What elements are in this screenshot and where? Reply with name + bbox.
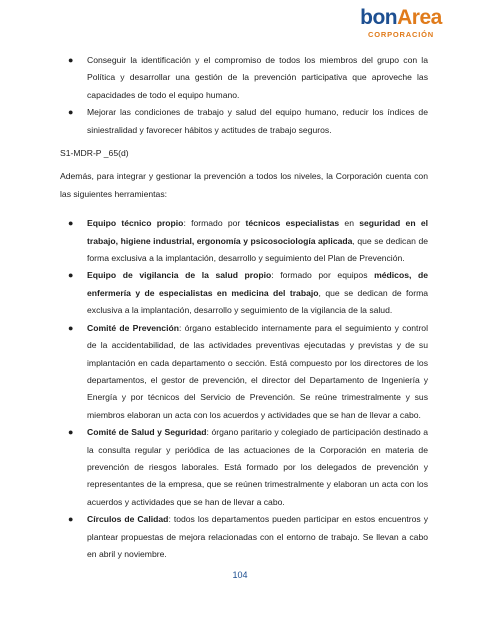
bullet-icon: ● xyxy=(68,270,74,281)
bullet-icon: ● xyxy=(68,514,74,525)
list-item: ● Mejorar las condiciones de trabajo y salud del equipo humano, reducir los índices de siniestralidad y favorecer hábitos y actitudes de trabajo seguros. xyxy=(60,104,428,139)
bullet-icon: ● xyxy=(68,107,74,118)
intro-paragraph: Además, para integrar y gestionar la prevención a todos los niveles, la Corporación cuenta con las siguientes herramientas: xyxy=(60,171,428,199)
logo-subtitle: CORPORACIÓN xyxy=(368,30,434,39)
bonarea-logo xyxy=(346,7,456,39)
body-text xyxy=(60,52,428,563)
logo-wordmark xyxy=(346,7,456,29)
logo-word-bon: bon xyxy=(360,6,398,29)
list-item-circulos-calidad: ● Círculos de Calidad: todos los departamentos pueden participar en estos encuentros y plantear propuestas de mejora relacionadas con el entorno de trabajo. Se llevan a cabo en abril y noviembre. xyxy=(60,511,428,563)
list-item-vigilancia-salud: ● Equipo de vigilancia de la salud propio: formado por equipos médicos, de enfermería y de especialistas en medicina del trabajo, que se dedican de forma exclusiva a la implantación, desarrollo y seguimiento de la vigilancia de la salud. xyxy=(60,267,428,319)
logo-word-area: Area xyxy=(397,6,442,29)
list-item: ● Conseguir la identificación y el compromiso de todos los miembros del grupo con la Política y desarrollar una gestión de la prevención participativa que aproveche las capacidades de todo el equipo humano. xyxy=(60,52,428,104)
list-item-equipo-tecnico: ● Equipo técnico propio: formado por técnicos especialistas en seguridad en el trabajo, higiene industrial, ergonomía y psicosociología aplicada, que se dedican de forma exclusiva a la implantación, desarrollo y seguimiento del Plan de Prevención. xyxy=(60,215,428,267)
bullet-icon: ● xyxy=(68,55,74,65)
page-number: 104 xyxy=(232,570,248,580)
bullet-icon: ● xyxy=(68,322,74,333)
tools-list xyxy=(60,215,428,563)
objectives-list xyxy=(60,52,428,139)
reference-code: S1-MDR-P _65(d) xyxy=(60,148,129,159)
bullet-icon: ● xyxy=(68,427,74,438)
bullet-icon: ● xyxy=(68,218,74,229)
list-item-comite-salud: ● Comité de Salud y Seguridad: órgano paritario y colegiado de participación destinado a la consulta regular y periódica de las actuaciones de la Corporación en materia de prevención de riesgos laborales. Está formado por los delegados de prevención y representantes de la empresa, que se reúnen trimestralmente y elaboran un acta con los acuerdos y actividades que se han de llevar a cabo. xyxy=(60,424,428,511)
list-item-comite-prevencion: ● Comité de Prevención: órgano establecido internamente para el seguimiento y control de la accidentabilidad, de las actividades preventivas ejecutadas y previstas y de su implantación en cada departamento o sección. Está compuesto por los directores de los departamentos, el gestor de prevención, el director del Departamento de Ingeniería y Energía y por técnicos del Servicio de Prevención. Se reúne trimestralmente y sus miembros elaboran un acta con los acuerdos y actividades que se han de llevar a cabo. xyxy=(60,320,428,424)
